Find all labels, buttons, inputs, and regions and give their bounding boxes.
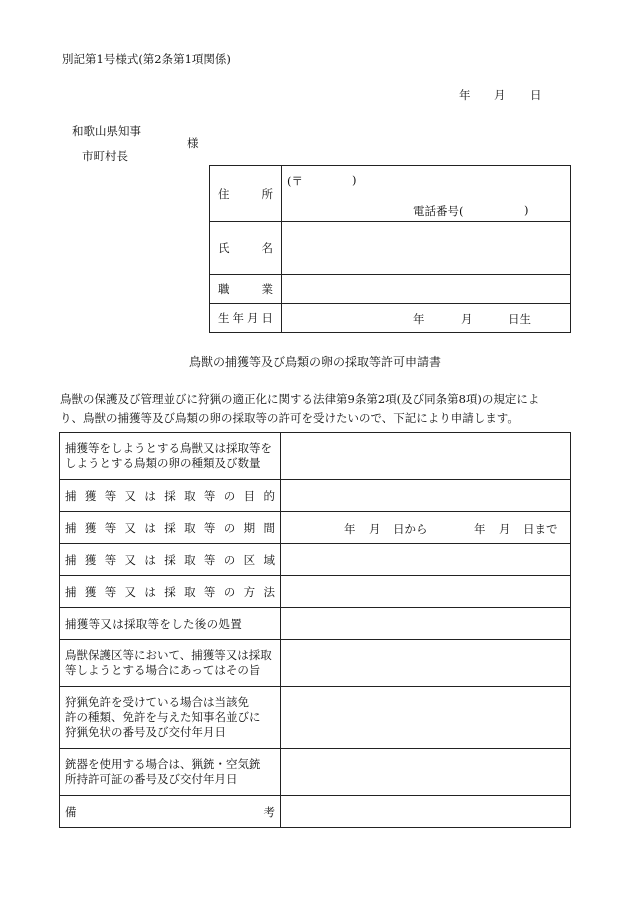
disposal-field[interactable] <box>280 608 570 640</box>
label-char: 等 <box>203 488 216 503</box>
method-field[interactable] <box>280 576 570 608</box>
species-label: 捕獲等をしようとする鳥獣又は採取等を しようとする鳥類の卵の種類及び数量 <box>60 433 281 480</box>
label-char: の <box>223 584 236 599</box>
disposal-row <box>60 608 571 640</box>
birth-year-label: 年 <box>412 312 425 326</box>
phone-label: 電話番号( <box>412 204 464 218</box>
birthdate-field[interactable] <box>281 304 570 333</box>
label-char: 捕 <box>65 520 77 535</box>
remarks-label <box>60 796 281 828</box>
label-char: 間 <box>263 520 275 535</box>
purpose-label <box>60 480 281 512</box>
period-from-month: 月 <box>368 522 381 536</box>
label-char: 年 <box>232 311 244 325</box>
birth-day-label: 日生 <box>507 312 531 326</box>
label-char: は <box>144 552 156 567</box>
area-label <box>60 544 281 576</box>
method-label <box>60 576 281 608</box>
label-char: 期 <box>243 520 256 535</box>
label-char: 獲 <box>84 520 97 535</box>
label-char: 等 <box>203 584 216 599</box>
label-char: の <box>223 520 236 535</box>
period-to-year: 年 <box>473 522 486 536</box>
label-char: 区 <box>243 552 256 567</box>
address-label <box>210 166 282 222</box>
period-to-month: 月 <box>498 522 511 536</box>
label-char: 日 <box>261 311 273 325</box>
label-char: 取 <box>184 488 196 503</box>
date-month-label: 月 <box>494 88 506 102</box>
label-char: 等 <box>104 552 117 567</box>
date-year-label: 年 <box>459 88 471 102</box>
label-char: の <box>223 488 236 503</box>
label-char: 又 <box>124 584 137 599</box>
addressee-mayor: 市町村長 <box>82 149 128 163</box>
label-char: 的 <box>263 488 275 503</box>
label-char: 住 <box>218 186 230 201</box>
label-char: は <box>144 520 156 535</box>
gun-row <box>60 749 571 796</box>
label-char: 捕 <box>65 552 77 567</box>
phone-close: ) <box>523 203 529 217</box>
label-char: 等 <box>104 488 117 503</box>
label-char: は <box>144 488 156 503</box>
name-label <box>210 222 282 275</box>
birthdate-row <box>210 304 571 333</box>
birth-month-label: 月 <box>460 312 473 326</box>
intro-line-2: り、鳥獣の捕獲等及び鳥類の卵の採取等の許可を受けたいので、下記により申請します。 <box>60 411 519 425</box>
label-char: 採 <box>164 552 176 567</box>
label-char: 生 <box>218 311 230 325</box>
label-char: 考 <box>263 804 275 819</box>
label-char: 等 <box>104 584 117 599</box>
label-char: 等 <box>104 520 117 535</box>
job-row <box>210 275 571 304</box>
label-char: 捕 <box>65 488 77 503</box>
label-char: 方 <box>243 584 256 599</box>
purpose-field[interactable] <box>280 480 570 512</box>
method-row <box>60 576 571 608</box>
hunting-license-field[interactable] <box>280 687 570 749</box>
label-char: 名 <box>261 241 273 255</box>
label-char: 又 <box>124 552 137 567</box>
label-char: 捕 <box>65 584 77 599</box>
label-char: 獲 <box>84 488 97 503</box>
birthdate-label <box>210 304 282 333</box>
label-char: 採 <box>164 584 176 599</box>
label-char: 又 <box>124 488 137 503</box>
addressee-honorific: 様 <box>187 136 199 150</box>
period-row <box>60 512 571 544</box>
label-char: の <box>223 552 236 567</box>
label-char: 取 <box>184 552 196 567</box>
sanctuary-row <box>60 640 571 687</box>
hunting-license-row <box>60 687 571 749</box>
address-field[interactable] <box>281 166 570 222</box>
document-title: 鳥獣の捕獲等及び鳥類の卵の採取等許可申請書 <box>188 355 441 369</box>
area-field[interactable] <box>280 544 570 576</box>
addressee-governor: 和歌山県知事 <box>72 124 141 138</box>
area-row <box>60 544 571 576</box>
label-char: 目 <box>243 488 256 503</box>
sanctuary-field[interactable] <box>280 640 570 687</box>
label-char: 獲 <box>84 552 97 567</box>
date-day-label: 日 <box>530 88 542 102</box>
form-number: 別記第1号様式(第2条第1項関係) <box>62 52 231 66</box>
label-char: 獲 <box>84 584 97 599</box>
purpose-row <box>60 480 571 512</box>
period-field[interactable] <box>280 512 570 544</box>
name-row <box>210 222 571 275</box>
intro-line-1: 鳥獣の保護及び管理並びに狩猟の適正化に関する法律第9条第2項(及び同条第8項)の規定によ <box>60 392 540 406</box>
label-char: 取 <box>184 584 196 599</box>
label-char: 取 <box>184 520 196 535</box>
application-table <box>59 432 571 828</box>
period-from-year: 年 <box>343 522 356 536</box>
remarks-row <box>60 796 571 828</box>
label-char: 等 <box>203 552 216 567</box>
label-char: 採 <box>164 520 176 535</box>
job-field[interactable] <box>281 275 570 304</box>
label-char: 域 <box>263 552 275 567</box>
label-char: 業 <box>261 282 273 296</box>
period-label <box>60 512 281 544</box>
label-char: 職 <box>218 282 230 296</box>
label-char: 法 <box>263 584 275 599</box>
label-char: 等 <box>203 520 216 535</box>
species-field[interactable] <box>280 433 570 480</box>
disposal-label: 捕獲等又は採取等をした後の処置 <box>60 608 281 640</box>
label-char: 所 <box>261 186 273 201</box>
remarks-field[interactable] <box>280 796 570 828</box>
label-char: 備 <box>65 804 77 819</box>
label-char: は <box>144 584 156 599</box>
sanctuary-label: 鳥獣保護区等において、捕獲等又は採取 等しようとする場合にあってはその旨 <box>60 640 281 687</box>
label-char: 月 <box>246 311 259 325</box>
label-char: 氏 <box>218 241 230 255</box>
hunting-license-label: 狩猟免許を受けている場合は当該免 許の種類、免許を与えた知事名並びに 狩猟免状の番号及び交付年月日 <box>60 687 281 749</box>
species-row <box>60 433 571 480</box>
postal-open: (〒 <box>286 174 303 188</box>
gun-label: 銃器を使用する場合は、猟銃・空気銃 所持許可証の番号及び交付年月日 <box>60 749 281 796</box>
period-from-day: 日から <box>392 522 428 536</box>
name-field[interactable] <box>281 222 570 275</box>
postal-close: ) <box>351 173 357 187</box>
address-row <box>210 166 571 222</box>
label-char: 採 <box>164 488 176 503</box>
period-to-day: 日まで <box>522 522 558 536</box>
applicant-table <box>209 165 571 333</box>
label-char: 又 <box>124 520 137 535</box>
job-label <box>210 275 282 304</box>
gun-field[interactable] <box>280 749 570 796</box>
